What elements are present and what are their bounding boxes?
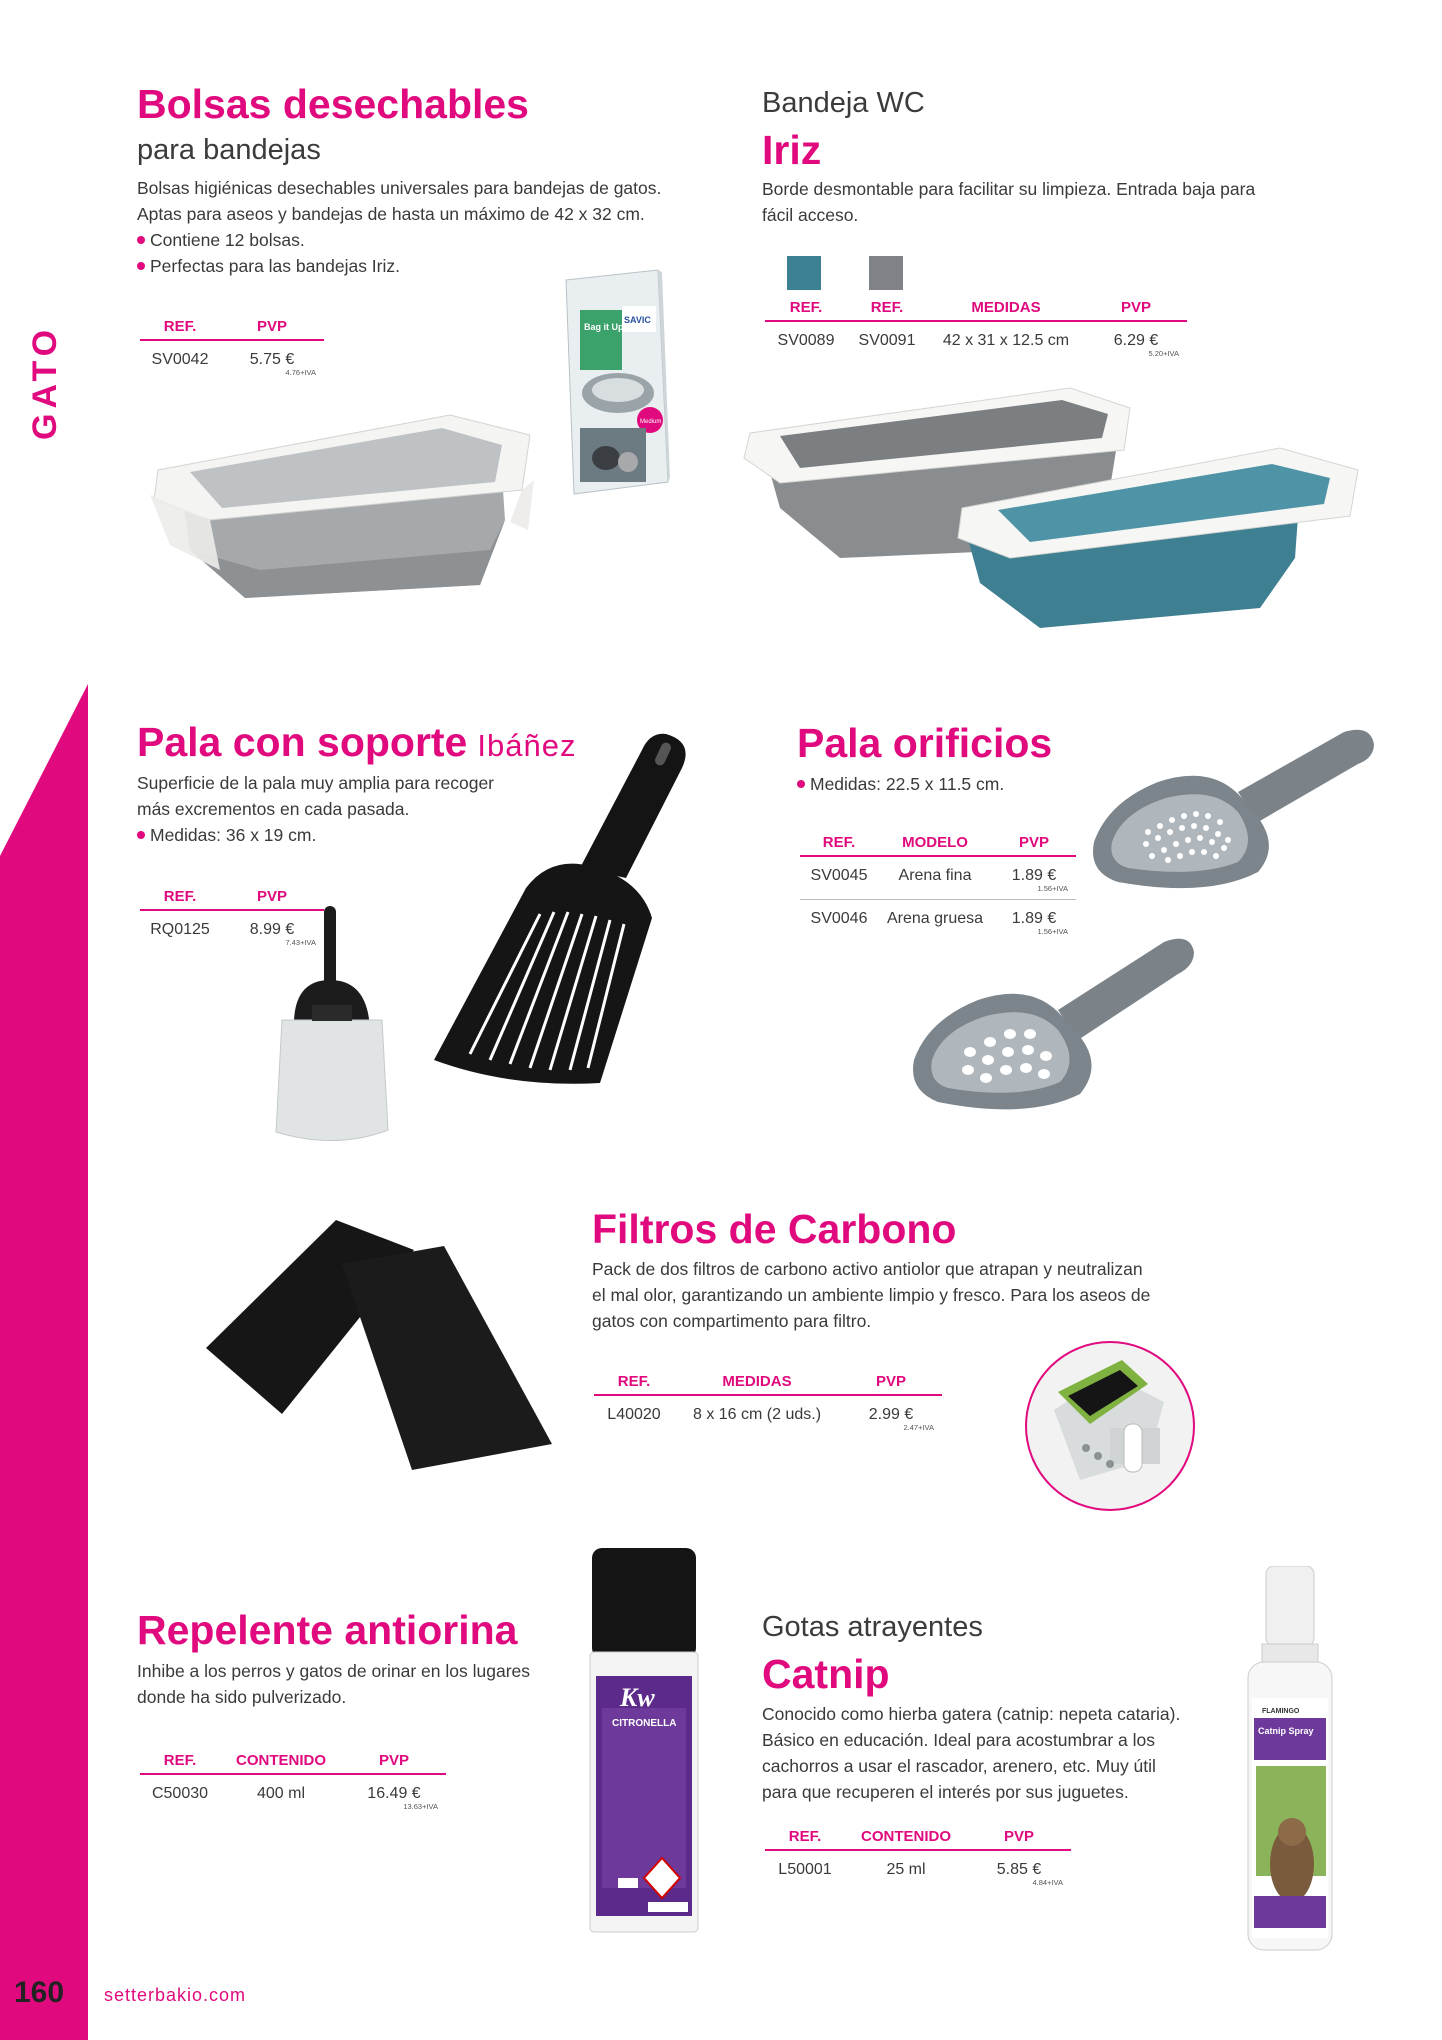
table-header: PVP — [342, 1752, 446, 1774]
table-row — [765, 321, 1187, 364]
pala-soporte-description: Superficie de la pala muy amplia para recoger más excrementos en cada pasada. Medidas: 36 x 19 cm. — [137, 770, 557, 848]
table-header: PVP — [967, 1828, 1071, 1850]
repelente-title: Repelente antiorina — [137, 1607, 518, 1653]
brand-logo: Ibáñez — [477, 728, 577, 763]
svg-text:Catnip Spray: Catnip Spray — [1258, 1726, 1314, 1736]
table-header: PVP — [992, 834, 1076, 856]
filtros-description: Pack de dos filtros de carbono activo antiolor que atrapan y neutralizan el mal olor, garantizando un ambiente limpio y fresco. Para los aseos de gatos con compartimento para filtro. — [592, 1259, 1151, 1331]
coarse-holes-scoop-image — [908, 930, 1198, 1115]
tray-with-bag-image — [150, 400, 540, 605]
catnip-spray-bottle-image — [1242, 1566, 1338, 1952]
table-header: REF. — [847, 299, 927, 321]
table-header: REF. — [140, 318, 220, 340]
ref-cell: RQ0125 — [150, 921, 210, 938]
medidas-cell: 8 x 16 cm (2 uds.) — [692, 1406, 822, 1423]
table-header: REF. — [140, 888, 220, 910]
ref-cell: C50030 — [151, 1785, 209, 1802]
bolsas-bullet: Perfectas para las bandejas Iriz. — [137, 253, 737, 279]
table-header: MODELO — [878, 834, 992, 856]
ref-cell: SV0089 — [777, 332, 835, 349]
color-swatch-blue — [787, 256, 821, 290]
catnip-description: Conocido como hierba gatera (catnip: nepeta cataria). Básico en educación. Ideal para acostumbrar a los cachorros a usar el rascador, arenero, etc. Muy útil para que recuperen el interés por sus juguetes. — [762, 1704, 1181, 1802]
carbon-filters-image — [206, 1218, 556, 1474]
svg-text:Bag it Up: Bag it Up — [584, 322, 624, 332]
repelente-price-table — [140, 1752, 446, 1817]
filter-compartment-image — [1024, 1340, 1196, 1512]
ref-cell: SV0042 — [151, 351, 209, 368]
table-header: MEDIDAS — [927, 299, 1085, 321]
ref-cell: L40020 — [607, 1406, 661, 1423]
table-header: REF. — [765, 299, 847, 321]
table-header: PVP — [220, 318, 324, 340]
iriz-title: Iriz — [762, 127, 822, 173]
scoop-holder-image — [272, 900, 400, 1150]
pvp-cell: 6.29 € 5.20+IVA — [1113, 332, 1179, 358]
medidas-cell: 42 x 31 x 12.5 cm — [942, 332, 1070, 349]
pvp-cell: 5.85 € 4.84+IVA — [996, 1861, 1063, 1887]
bolsas-description: Bolsas higiénicas desechables universales para bandejas de gatos. Aptas para aseos y bandejas de hasta un máximo de 42 x 32 cm. Contiene 12 bolsas. Perfectas para las bandejas Iriz. — [137, 175, 737, 279]
table-header: REF. — [594, 1373, 674, 1395]
bolsas-title: Bolsas desechables — [137, 81, 529, 127]
pala-soporte-bullet: Medidas: 36 x 19 cm. — [137, 822, 557, 848]
pala-orificios-description — [797, 771, 1097, 797]
catnip-price-table — [765, 1828, 1071, 1893]
table-header: PVP — [840, 1373, 942, 1395]
table-row — [140, 340, 324, 383]
contenido-cell: 400 ml — [256, 1785, 306, 1802]
catnip-subtitle: Gotas atrayentes — [762, 1611, 983, 1643]
table-header: REF. — [765, 1828, 845, 1850]
section-label: GATO — [26, 324, 64, 440]
table-header: REF. — [140, 1752, 220, 1774]
website-link[interactable]: setterbakio.com — [104, 1985, 247, 2005]
table-row — [765, 1850, 1071, 1893]
table-header: PVP — [220, 888, 324, 910]
iriz-trays-image — [740, 378, 1360, 630]
spray-can-image — [588, 1548, 700, 1940]
bag-package-image — [558, 268, 670, 496]
pala-orificios-title: Pala orificios — [797, 720, 1053, 766]
svg-text:Kw: Kw — [620, 1683, 655, 1712]
modelo-cell: Arena fina — [898, 867, 972, 884]
iriz-price-table — [765, 299, 1187, 364]
table-row — [140, 1774, 446, 1817]
table-header: MEDIDAS — [674, 1373, 840, 1395]
pvp-cell: 5.75 € 4.76+IVA — [249, 351, 316, 377]
table-header: CONTENIDO — [220, 1752, 342, 1774]
bolsas-bullet: Contiene 12 bolsas. — [137, 227, 737, 253]
pala-orificios-bullet: Medidas: 22.5 x 11.5 cm. — [797, 771, 1097, 797]
filtros-title: Filtros de Carbono — [592, 1206, 957, 1252]
iriz-description: Borde desmontable para facilitar su limpieza. Entrada baja para fácil acceso. — [762, 179, 1256, 225]
color-swatch-grey — [869, 256, 903, 290]
side-band — [0, 0, 88, 2040]
iriz-subtitle: Bandeja WC — [762, 87, 925, 119]
pvp-cell: 16.49 € 13.63+IVA — [367, 1785, 438, 1811]
filtros-price-table — [594, 1373, 942, 1438]
bolsas-subtitle: para bandejas — [137, 134, 321, 166]
catnip-title: Catnip — [762, 1651, 890, 1697]
pvp-cell: 1.89 € 1.56+IVA — [992, 900, 1076, 943]
pala-soporte-title: Pala con soporte Ibáñez — [137, 719, 577, 765]
repelente-description: Inhibe a los perros y gatos de orinar en los lugares donde ha sido pulverizado. — [137, 1661, 531, 1707]
pvp-cell: 8.99 € 7.43+IVA — [249, 921, 316, 947]
table-header: REF. — [800, 834, 878, 856]
svg-text:FLAMINGO: FLAMINGO — [1262, 1708, 1300, 1715]
pvp-cell: 2.99 € 2.47+IVA — [868, 1406, 934, 1432]
svg-text:SAVIC: SAVIC — [624, 315, 651, 325]
ref-cell: L50001 — [778, 1861, 832, 1878]
ref-cell: SV0045 — [810, 867, 868, 884]
table-row — [594, 1395, 942, 1438]
ref-cell: SV0091 — [858, 332, 916, 349]
fine-holes-scoop-image — [1088, 722, 1378, 892]
table-header: PVP — [1085, 299, 1187, 321]
table-row — [800, 856, 1076, 900]
page-number: 160 — [14, 1976, 65, 2009]
bolsas-price-table — [140, 318, 324, 383]
svg-text:CITRONELLA: CITRONELLA — [612, 1718, 677, 1729]
pala-orificios-price-table — [800, 834, 1076, 942]
table-header: CONTENIDO — [845, 1828, 967, 1850]
ref-cell: SV0046 — [800, 900, 878, 943]
svg-text:Medium: Medium — [640, 419, 662, 425]
black-scoop-image — [430, 728, 700, 1098]
pvp-cell: 1.89 € 1.56+IVA — [1011, 867, 1068, 893]
contenido-cell: 25 ml — [886, 1861, 926, 1878]
modelo-cell: Arena gruesa — [878, 900, 992, 943]
